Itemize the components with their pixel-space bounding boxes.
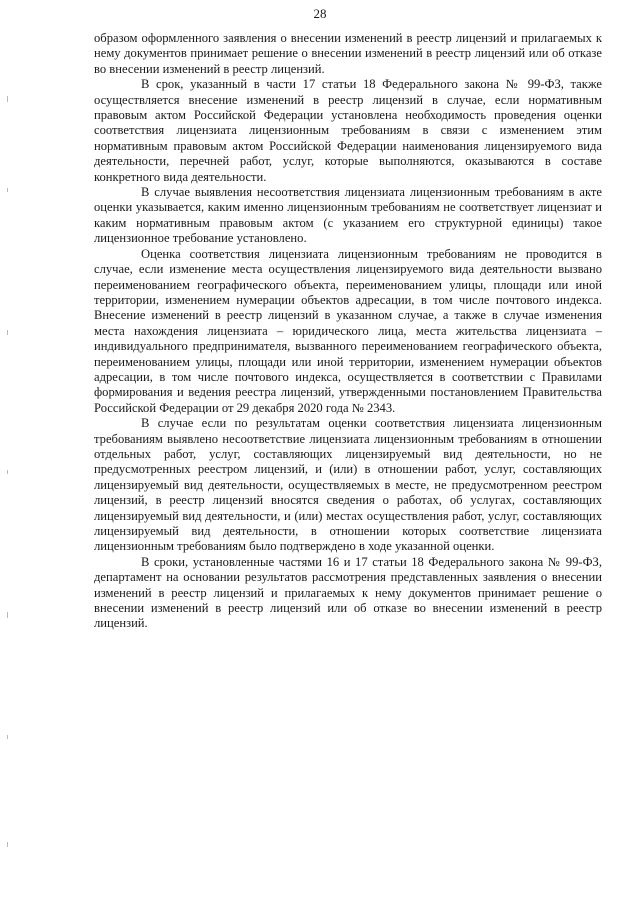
page-number: 28 (313, 6, 327, 21)
paragraph: В сроки, установленные частями 16 и 17 статьи 18 Федерального закона № 99-ФЗ, департамент на основании результатов рассмотрения представленных заявления о внесении изменений в реестр лицензий и прилагаемых к нему документов принимает решение о внесении изменений в реестр лицензий или об отказе во внесении изменений в реестр лицензий. (94, 554, 602, 631)
paragraph: образом оформленного заявления о внесении изменений в реестр лицензий и прилагаемых к нему документов принимает решение о внесении изменений в реестр лицензий или об отказе во внесении изменений в реестр лицензий. (94, 31, 602, 76)
scan-margin-marks (4, 0, 12, 905)
document-body (94, 31, 602, 632)
paragraph: В случае если по результатам оценки соответствия лицензиата лицензионным требованиям выявлено несоответствие лицензиата лицензионным требованиям в отношении отдельных работ, услуг, составляющих лицензируемый вид деятельности, но не предусмотренных реестром лицензий, и (или) в отношении работ, услуг, составляющих лицензируемый вид деятельности, осуществляемых в месте, не предусмотренном реестром лицензий, в реестр лицензий вносятся сведения о работах, об услугах, составляющих лицензируемый вид деятельности, и (или) местах осуществления работ, услуг, составляющих лицензируемый вид деятельности, в отношении которых соответствие лицензиата лицензионным требованиям было подтверждено в ходе указанной оценки. (94, 416, 602, 554)
paragraph: В срок, указанный в части 17 статьи 18 Федерального закона № 99-ФЗ, также осуществляется внесение изменений в реестр лицензий в случае, если нормативным правовым актом Российской Федерации установлена необходимость проведения оценки соответствия лицензиата лицензионным требованиям в связи с изменением этим нормативным правовым актом Российской Федерации наименования лицензируемого вида деятельности, перечней работ, услуг, которые выполняются, оказываются в составе конкретного вида деятельности. (94, 77, 602, 184)
paragraph: Оценка соответствия лицензиата лицензионным требованиям не проводится в случае, если изменение места осуществления лицензируемого вида деятельности вызвано переименованием географического объекта, переименованием улицы, площади или иной территории, изменением нумерации объектов адресации, в том числе почтового индекса. Внесение изменений в реестр лицензий в указанном случае, а также в случае изменения места нахождения лицензиата – юридического лица, места жительства лицензиата – индивидуального предпринимателя, вызванного переименованием географического объекта, переименованием улицы, площади или иной территории, изменением нумерации объектов адресации, в том числе почтового индекса, осуществляется в соответствии с Правилами формирования и ведения реестра лицензий, утвержденными постановлением Правительства Российской Федерации от 29 декабря 2020 года № 2343. (94, 246, 602, 415)
paragraph: В случае выявления несоответствия лицензиата лицензионным требованиям в акте оценки указывается, каким именно лицензионным требованиям не соответствует лицензиат и каким нормативным правовым актом (с указанием его структурной единицы) такое лицензионное требование установлено. (94, 185, 602, 246)
